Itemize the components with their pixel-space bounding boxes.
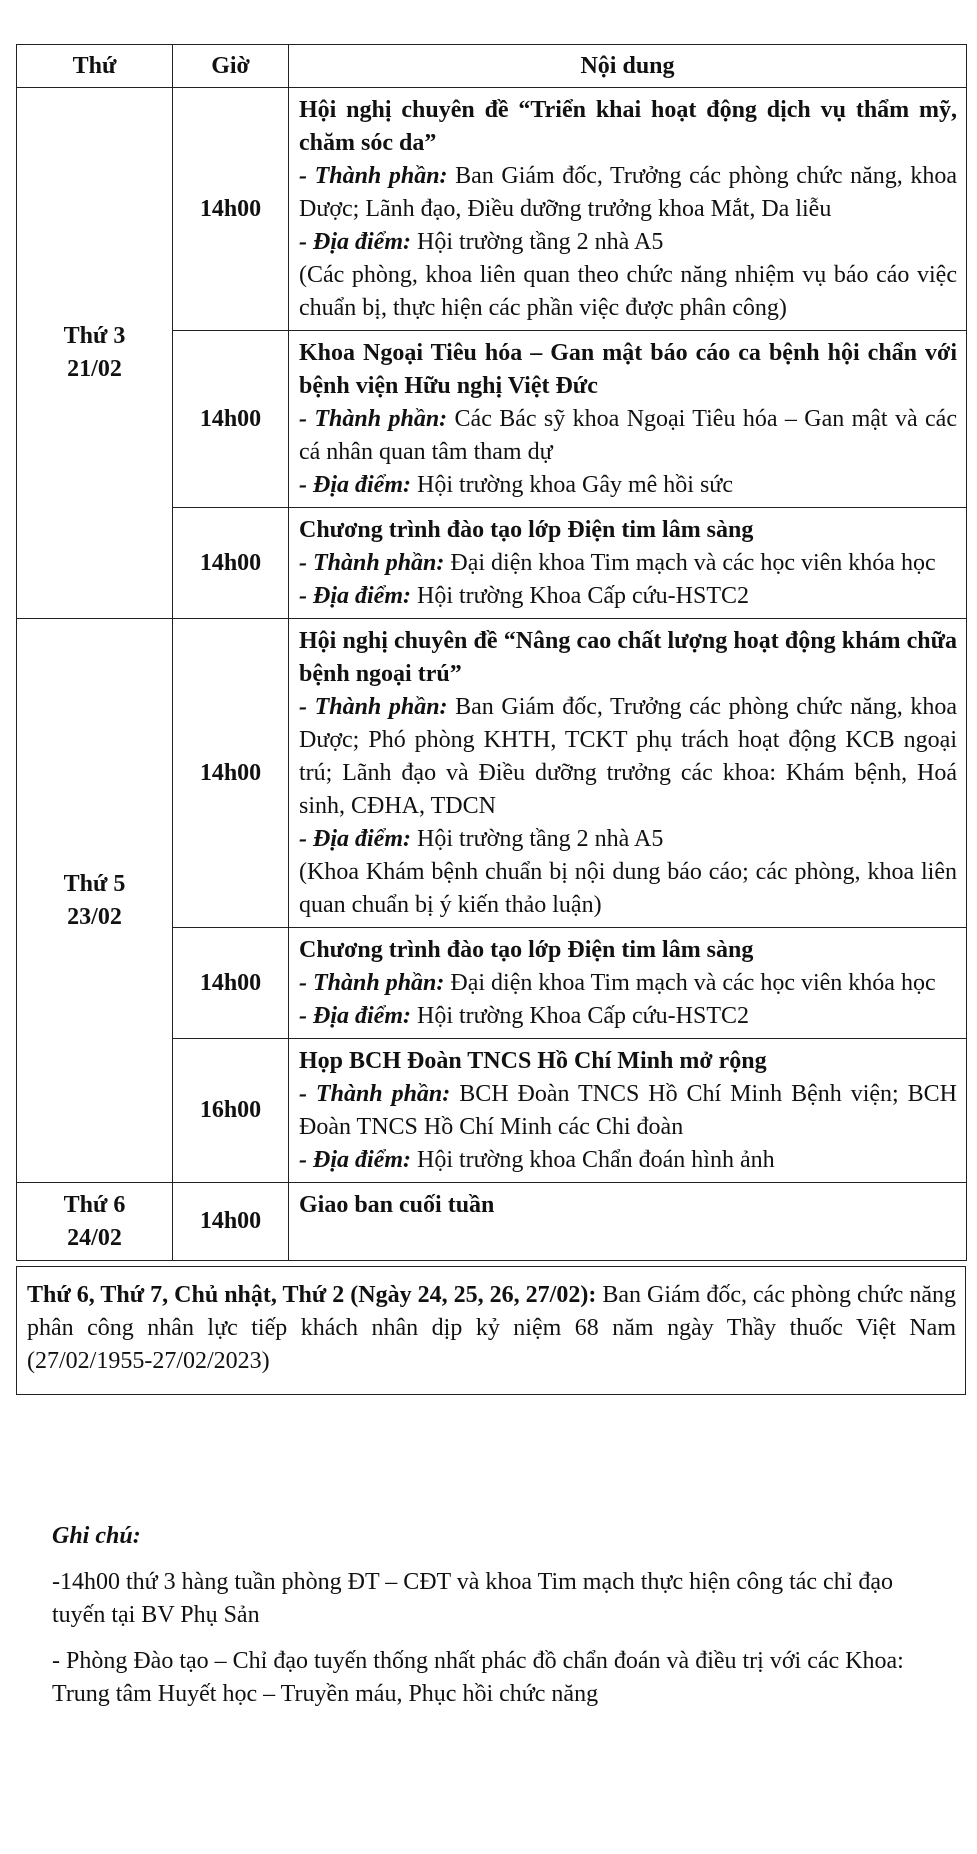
header-time: Giờ xyxy=(173,45,289,88)
event-place xyxy=(299,580,957,613)
event-members xyxy=(299,967,957,1000)
header-day: Thứ xyxy=(17,45,173,88)
day-date: 24/02 xyxy=(67,1224,122,1251)
notes-heading: Ghi chú: xyxy=(52,1523,141,1549)
day-date: 23/02 xyxy=(67,903,122,930)
event-content xyxy=(289,928,967,1039)
event-title: Họp BCH Đoàn TNCS Hồ Chí Minh mở rộng xyxy=(299,1048,767,1074)
place-text: Hội trường khoa Chẩn đoán hình ảnh xyxy=(410,1147,775,1173)
place-label: - Địa điểm: xyxy=(299,229,411,255)
event-place xyxy=(299,1144,957,1177)
time-cell: 14h00 xyxy=(173,928,289,1039)
time-cell: 14h00 xyxy=(173,619,289,928)
event-content xyxy=(289,619,967,928)
members-label: - Thành phần: xyxy=(299,970,445,996)
note-line: - Phòng Đào tạo – Chỉ đạo tuyến thống nhất phác đồ chẩn đoán và điều trị với các Khoa: Trung tâm Huyết học – Truyền máu, Phục hồi chức năng xyxy=(52,1648,904,1707)
event-content xyxy=(289,88,967,331)
event-place xyxy=(299,469,957,502)
place-text: Hội trường Khoa Cấp cứu-HSTC2 xyxy=(410,1003,749,1029)
members-text: Đại diện khoa Tim mạch và các học viên khóa học xyxy=(444,970,936,996)
place-text: Hội trường tầng 2 nhà A5 xyxy=(410,826,664,852)
members-label: - Thành phần: xyxy=(299,550,445,576)
place-label: - Địa điểm: xyxy=(299,472,411,498)
event-content xyxy=(289,331,967,508)
event-content xyxy=(289,1039,967,1183)
event-title: Khoa Ngoại Tiêu hóa – Gan mật báo cáo ca bệnh hội chẩn với bệnh viện Hữu nghị Việt Đức xyxy=(299,340,957,399)
event-title: Chương trình đào tạo lớp Điện tim lâm sàng xyxy=(299,517,754,543)
event-title: Hội nghị chuyên đề “Nâng cao chất lượng hoạt động khám chữa bệnh ngoại trú” xyxy=(299,628,957,687)
holiday-note-lead: Thứ 6, Thứ 7, Chủ nhật, Thứ 2 (Ngày 24, 25, 26, 27/02): xyxy=(27,1282,597,1308)
header-content: Nội dung xyxy=(289,45,967,88)
place-label: - Địa điểm: xyxy=(299,1147,411,1173)
time-cell: 16h00 xyxy=(173,1039,289,1183)
table-row xyxy=(17,88,967,331)
event-note: (Các phòng, khoa liên quan theo chức năng nhiệm vụ báo cáo việc chuẩn bị, thực hiện các phần việc được phân công) xyxy=(299,262,957,321)
members-label: - Thành phần: xyxy=(299,406,448,432)
holiday-note xyxy=(16,1266,966,1395)
time-cell: 14h00 xyxy=(173,331,289,508)
table-row xyxy=(17,1183,967,1261)
time-cell: 14h00 xyxy=(173,1183,289,1261)
place-text: Hội trường khoa Gây mê hồi sức xyxy=(410,472,733,498)
event-members xyxy=(299,691,957,823)
event-title: Hội nghị chuyên đề “Triển khai hoạt động dịch vụ thẩm mỹ, chăm sóc da” xyxy=(299,97,957,156)
day-date: 21/02 xyxy=(67,356,122,382)
schedule-sheet xyxy=(16,44,966,1395)
place-text: Hội trường Khoa Cấp cứu-HSTC2 xyxy=(410,583,749,609)
members-text: Ban Giám đốc, Trưởng các phòng chức năng, khoa Dược; Phó phòng KHTH, TCKT phụ trách hoạt động KCB ngoại trú; Lãnh đạo và Điều dưỡng trưởng các khoa: Khám bệnh, Hoá sinh, CĐHA, TDCN xyxy=(299,694,958,819)
event-place xyxy=(299,823,957,856)
header-row xyxy=(17,45,967,88)
place-text: Hội trường tầng 2 nhà A5 xyxy=(410,229,664,255)
day-name: Thứ 3 xyxy=(63,323,126,349)
day-name: Thứ 5 xyxy=(63,870,126,897)
members-text: Ban Giám đốc, Trưởng các phòng chức năng, khoa Dược; Lãnh đạo, Điều dưỡng trưởng khoa Mắt, Da liễu xyxy=(299,163,958,222)
event-members xyxy=(299,403,957,469)
day-cell xyxy=(17,619,173,1183)
event-members xyxy=(299,160,957,226)
event-place xyxy=(299,226,957,259)
day-cell xyxy=(17,1183,173,1261)
place-label: - Địa điểm: xyxy=(299,1003,411,1029)
day-cell xyxy=(17,88,173,619)
members-label: - Thành phần: xyxy=(299,163,448,189)
event-members xyxy=(299,547,957,580)
place-label: - Địa điểm: xyxy=(299,826,411,852)
members-text: BCH Đoàn TNCS Hồ Chí Minh Bệnh viện; BCH Đoàn TNCS Hồ Chí Minh các Chi đoàn xyxy=(299,1081,957,1140)
members-label: - Thành phần: xyxy=(299,1081,451,1107)
notes-section xyxy=(52,1520,932,1724)
place-label: - Địa điểm: xyxy=(299,583,411,609)
event-content xyxy=(289,508,967,619)
day-name: Thứ 6 xyxy=(63,1191,126,1218)
event-place xyxy=(299,1000,957,1033)
time-cell: 14h00 xyxy=(173,508,289,619)
event-content xyxy=(289,1183,967,1261)
event-note: (Khoa Khám bệnh chuẩn bị nội dung báo cáo; các phòng, khoa liên quan chuẩn bị ý kiến thảo luận) xyxy=(299,859,957,918)
members-label: - Thành phần: xyxy=(299,694,448,720)
time-cell: 14h00 xyxy=(173,88,289,331)
event-title: Giao ban cuối tuần xyxy=(299,1192,495,1218)
event-members xyxy=(299,1078,957,1144)
members-text: Đại diện khoa Tim mạch và các học viên khóa học xyxy=(444,550,936,576)
holiday-note-text: Ban Giám đốc, các phòng chức năng phân công nhân lực tiếp khách nhân dịp kỷ niệm 68 năm ngày Thầy thuốc Việt Nam (27/02/1955-27/02/2023) xyxy=(27,1282,956,1374)
table-row xyxy=(17,619,967,928)
note-line: -14h00 thứ 3 hàng tuần phòng ĐT – CĐT và khoa Tim mạch thực hiện công tác chỉ đạo tuyến tại BV Phụ Sản xyxy=(52,1569,894,1628)
members-text: Các Bác sỹ khoa Ngoại Tiêu hóa – Gan mật và các cá nhân quan tâm tham dự xyxy=(299,406,957,465)
event-title: Chương trình đào tạo lớp Điện tim lâm sàng xyxy=(299,937,754,963)
schedule-table xyxy=(16,44,967,1261)
